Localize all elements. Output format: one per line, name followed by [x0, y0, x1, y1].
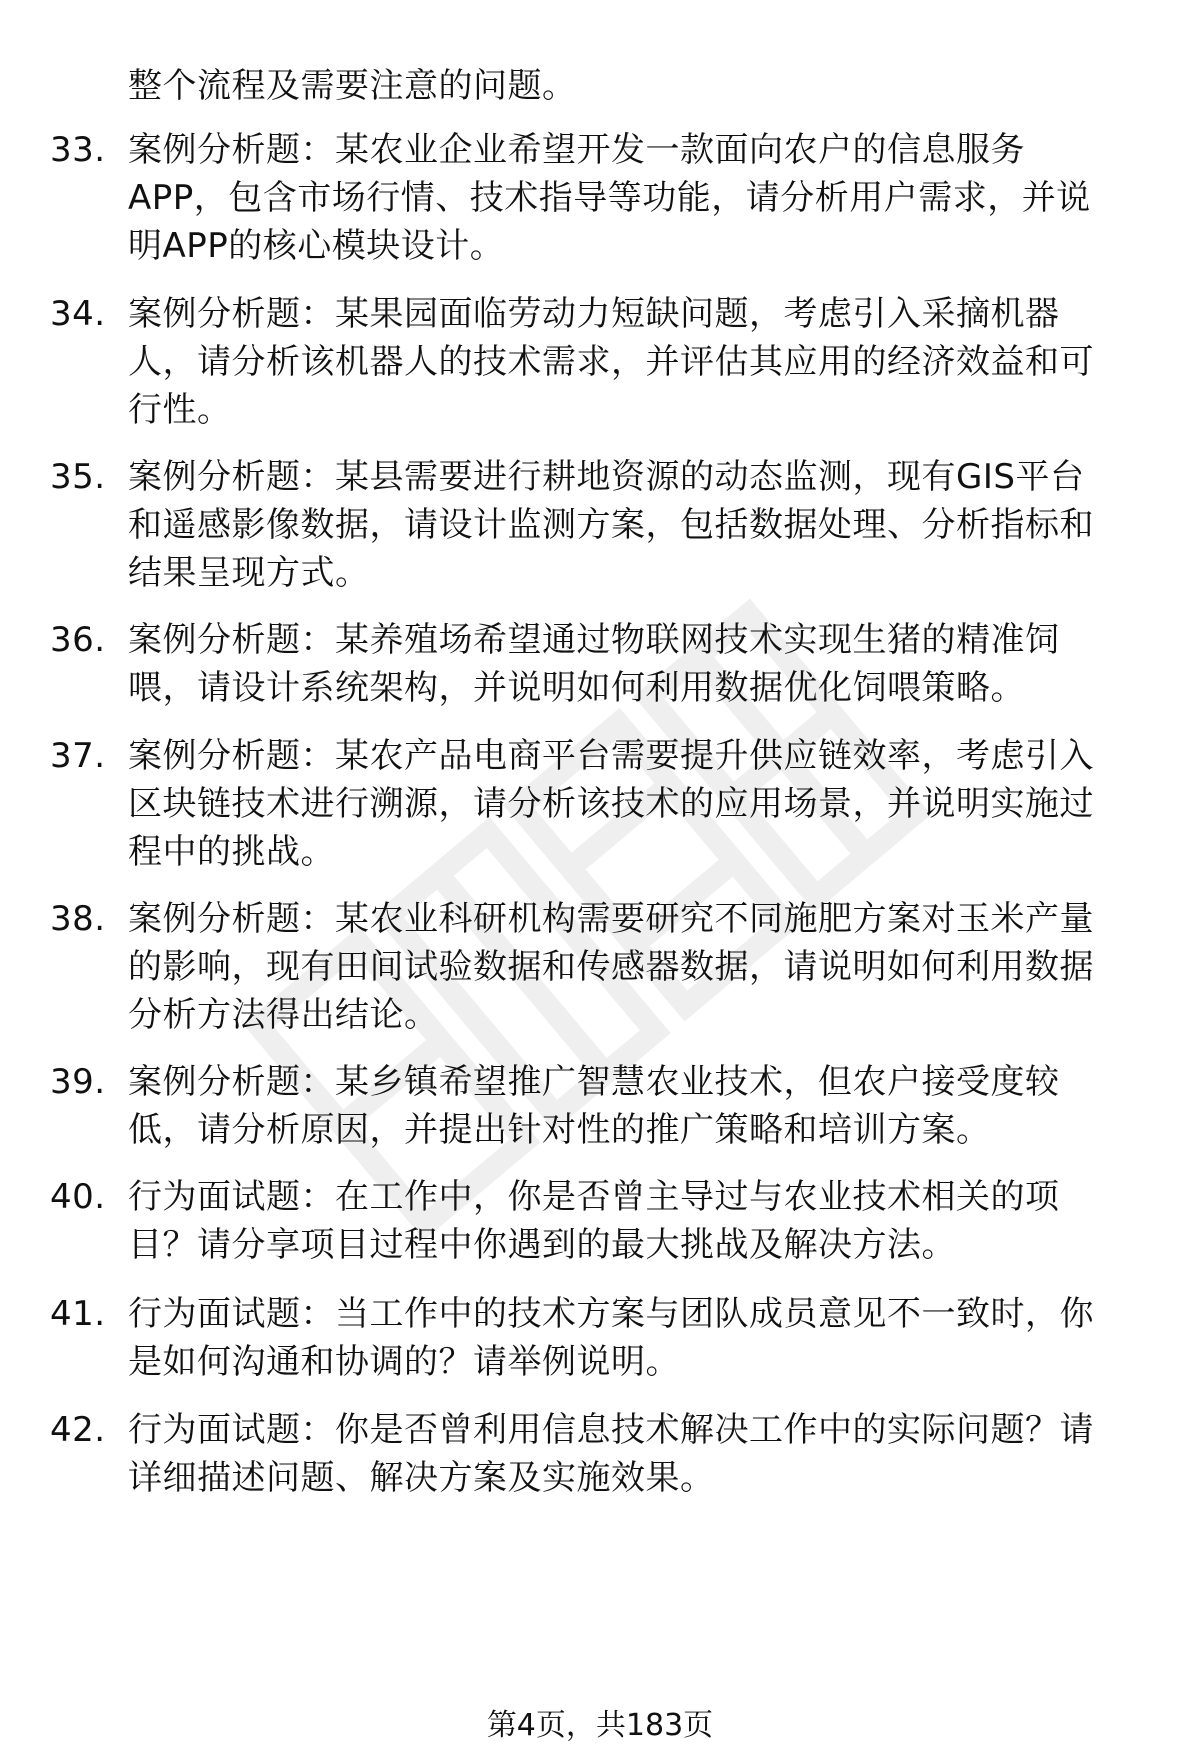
question-number: 39.	[50, 1062, 106, 1102]
question-line: 案例分析题：某养殖场希望通过物联网技术实现生猪的精准饲	[128, 620, 1060, 660]
question-text	[128, 1290, 1158, 1386]
question-line: 案例分析题：某农产品电商平台需要提升供应链效率，考虑引入	[128, 736, 1094, 776]
question-line: 结果呈现方式。	[128, 553, 370, 593]
question-number: 42.	[50, 1410, 106, 1450]
question-line: 是如何沟通和协调的？请举例说明。	[128, 1342, 680, 1382]
page-number-footer: 第4页，共183页	[486, 1708, 714, 1743]
question-text	[128, 1406, 1158, 1502]
question-number: 35.	[50, 457, 106, 497]
question-line: 详细描述问题、解决方案及实施效果。	[128, 1458, 715, 1498]
question-number: 37.	[50, 736, 106, 776]
question-text	[128, 126, 1158, 270]
question-text	[128, 290, 1158, 434]
question-line: 行为面试题：你是否曾利用信息技术解决工作中的实际问题？请	[128, 1410, 1094, 1450]
question-line: 目？请分享项目过程中你遇到的最大挑战及解决方法。	[128, 1225, 956, 1265]
question-line: 明APP的核心模块设计。	[128, 226, 505, 266]
question-number: 38.	[50, 899, 106, 939]
question-line: 案例分析题：某县需要进行耕地资源的动态监测，现有GIS平台	[128, 457, 1085, 497]
question-line: 区块链技术进行溯源，请分析该技术的应用场景，并说明实施过	[128, 784, 1094, 824]
question-text	[128, 895, 1158, 1039]
question-line: APP，包含市场行情、技术指导等功能，请分析用户需求，并说	[128, 178, 1091, 218]
question-line: 的影响，现有田间试验数据和传感器数据，请说明如何利用数据	[128, 947, 1094, 987]
question-number: 36.	[50, 620, 106, 660]
question-line: 案例分析题：某果园面临劳动力短缺问题，考虑引入采摘机器	[128, 294, 1060, 334]
question-line: 喂，请设计系统架构，并说明如何利用数据优化饲喂策略。	[128, 668, 1025, 708]
question-line: 行为面试题：当工作中的技术方案与团队成员意见不一致时，你	[128, 1294, 1094, 1334]
question-text	[128, 732, 1158, 876]
question-number: 33.	[50, 130, 106, 170]
question-line: 低，请分析原因，并提出针对性的推广策略和培训方案。	[128, 1110, 991, 1150]
question-text	[128, 1173, 1158, 1269]
question-line: 和遥感影像数据，请设计监测方案，包括数据处理、分析指标和	[128, 505, 1094, 545]
question-line: 案例分析题：某乡镇希望推广智慧农业技术，但农户接受度较	[128, 1062, 1060, 1102]
question-text	[128, 1058, 1158, 1154]
question-line: 案例分析题：某农业科研机构需要研究不同施肥方案对玉米产量	[128, 899, 1094, 939]
question-line: 行为面试题：在工作中，你是否曾主导过与农业技术相关的项	[128, 1177, 1060, 1217]
question-line: 案例分析题：某农业企业希望开发一款面向农户的信息服务	[128, 130, 1025, 170]
question-number: 34.	[50, 294, 106, 334]
question-text	[128, 453, 1158, 597]
question-line: 程中的挑战。	[128, 832, 335, 872]
question-line: 分析方法得出结论。	[128, 995, 439, 1035]
question-number: 40.	[50, 1177, 106, 1217]
continuation-text: 整个流程及需要注意的问题。	[128, 66, 577, 106]
question-line: 人，请分析该机器人的技术需求，并评估其应用的经济效益和可	[128, 342, 1094, 382]
question-text	[128, 616, 1158, 712]
question-number: 41.	[50, 1294, 106, 1334]
question-line: 行性。	[128, 390, 232, 430]
